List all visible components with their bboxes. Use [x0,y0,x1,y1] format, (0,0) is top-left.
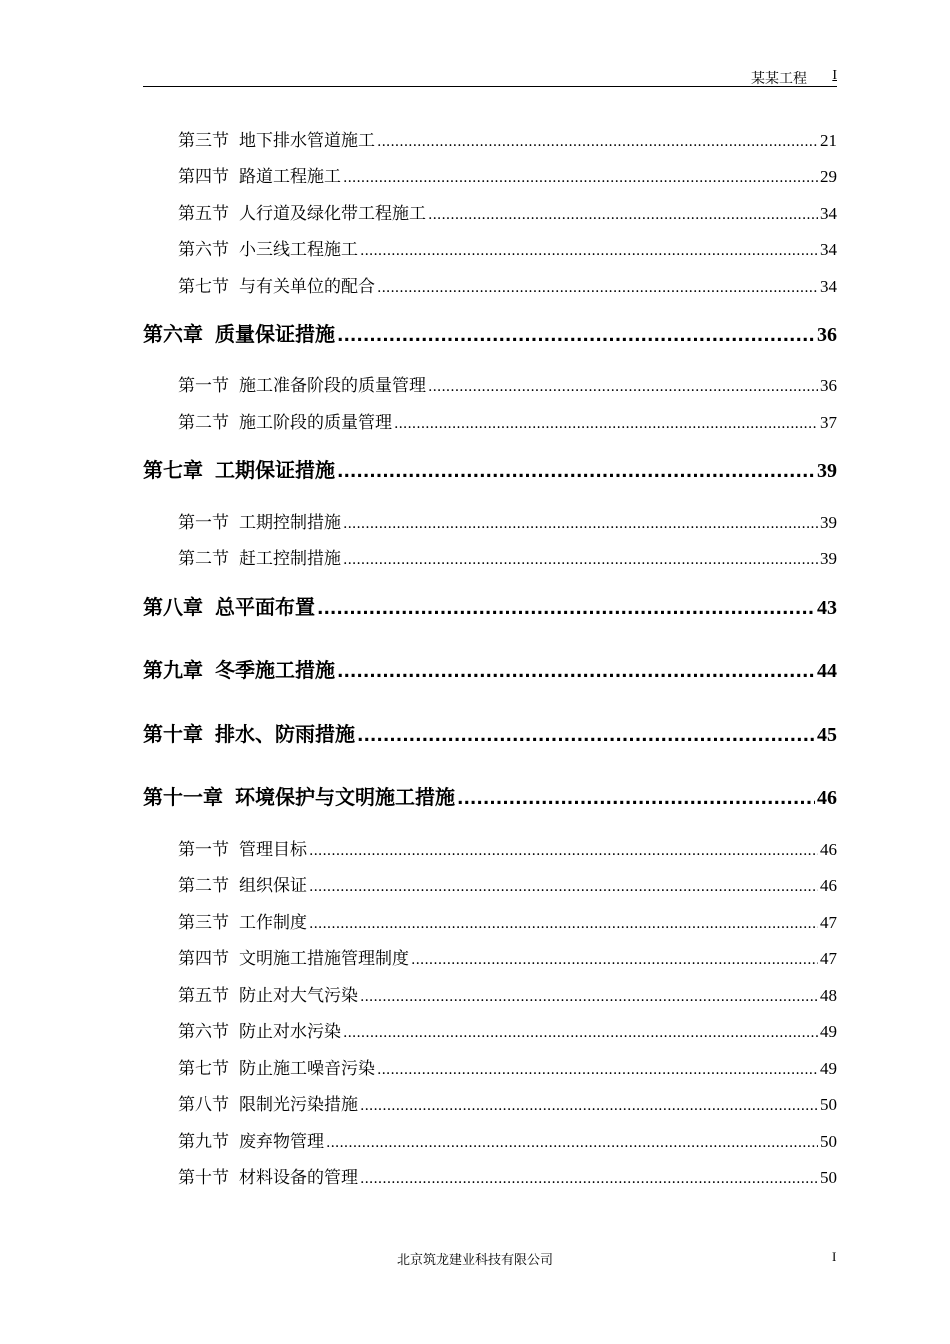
toc-entry-page: 34 [820,277,837,296]
toc-chapter-title: 排水、防雨措施 [215,722,355,746]
dot-leader [428,376,818,396]
dot-leader [337,658,815,682]
dot-leader [337,322,815,346]
toc-entry-number: 第二节 [178,413,229,433]
dot-leader [360,1168,818,1188]
toc-entry-page: 49 [820,1059,837,1078]
dot-leader [309,840,818,860]
toc-entry-page: 34 [820,240,837,259]
toc-entry-number: 第二节 [178,876,229,896]
toc-entry-number: 第一节 [178,513,229,533]
dot-leader [357,722,815,746]
toc-entry-number: 第六节 [178,1022,229,1042]
toc-chapter-entry[interactable] [143,318,837,348]
toc-chapter-entry[interactable] [143,654,837,684]
dot-leader [457,785,815,809]
toc-entry-title: 防止施工噪音污染 [239,1059,375,1079]
toc-entry[interactable] [178,981,837,1005]
toc-entry-title: 路道工程施工 [239,167,341,187]
toc-entry-title: 废弃物管理 [239,1132,324,1152]
toc-entry[interactable] [178,1017,837,1041]
toc-chapter-title: 质量保证措施 [215,322,335,346]
toc-entry[interactable] [178,408,837,432]
toc-entry-title: 工期控制措施 [239,513,341,533]
toc-entry-page: 47 [820,913,837,932]
toc-entry[interactable] [178,835,837,859]
toc-entry-page: 36 [820,376,837,395]
toc-entry-title: 防止对大气污染 [239,986,358,1006]
toc-entry-number: 第一节 [178,840,229,860]
dot-leader [394,413,818,433]
dot-leader [428,204,818,224]
toc-entry-title: 地下排水管道施工 [239,131,375,151]
dot-leader [343,513,818,533]
dot-leader [377,277,818,297]
toc-entry-title: 赶工控制措施 [239,549,341,569]
toc-entry-title: 管理目标 [239,840,307,860]
toc-entry-title: 人行道及绿化带工程施工 [239,204,426,224]
toc-chapter-title: 工期保证措施 [215,458,335,482]
toc-entry-number: 第五节 [178,204,229,224]
dot-leader [317,595,815,619]
toc-chapter-number: 第十章 [143,722,203,746]
toc-entry-page: 50 [820,1132,837,1151]
toc-entry[interactable] [178,1163,837,1187]
toc-chapter-number: 第七章 [143,458,203,482]
toc-entry[interactable] [178,908,837,932]
toc-entry-number: 第七节 [178,277,229,297]
toc-chapter-page: 43 [817,597,837,619]
toc-entry-title: 施工准备阶段的质量管理 [239,376,426,396]
toc-entry-page: 29 [820,167,837,186]
dot-leader [309,876,818,896]
dot-leader [343,167,818,187]
toc-entry-title: 限制光污染措施 [239,1095,358,1115]
toc-entry-page: 50 [820,1168,837,1187]
toc-chapter-number: 第九章 [143,658,203,682]
toc-entry-number: 第三节 [178,131,229,151]
toc-entry-page: 49 [820,1022,837,1041]
toc-entry-title: 小三线工程施工 [239,240,358,260]
toc-chapter-number: 第八章 [143,595,203,619]
toc-entry-number: 第七节 [178,1059,229,1079]
toc-chapter-title: 冬季施工措施 [215,658,335,682]
dot-leader [360,986,818,1006]
toc-entry-number: 第五节 [178,986,229,1006]
toc-entry-number: 第四节 [178,949,229,969]
toc-chapter-entry[interactable] [143,718,837,748]
footer-page-number: I [832,1249,837,1264]
header-title: 某某工程 [751,71,807,87]
toc-entry-number: 第六节 [178,240,229,260]
toc-entry-page: 46 [820,840,837,859]
toc-entry[interactable] [178,1054,837,1078]
toc-chapter-page: 44 [817,660,837,682]
toc-entry-title: 防止对水污染 [239,1022,341,1042]
toc-chapter-title: 环境保护与文明施工措施 [235,785,455,809]
toc-entry-page: 47 [820,949,837,968]
toc-entry-page: 37 [820,413,837,432]
toc-chapter-page: 39 [817,460,837,482]
toc-entry-number: 第十节 [178,1168,229,1188]
dot-leader [326,1132,818,1152]
header-page-number: I [832,68,837,83]
toc-entry-number: 第三节 [178,913,229,933]
toc-entry-page: 34 [820,204,837,223]
toc-entry[interactable] [178,871,837,895]
toc-entry-page: 48 [820,986,837,1005]
toc-entry[interactable] [178,272,837,296]
toc-entry-page: 50 [820,1095,837,1114]
toc-entry[interactable] [178,544,837,568]
toc-chapter-page: 46 [817,787,837,809]
toc-entry-page: 39 [820,513,837,532]
toc-entry-number: 第八节 [178,1095,229,1115]
footer-company: 北京筑龙建业科技有限公司 [396,1253,553,1268]
toc-chapter-title: 总平面布置 [215,595,315,619]
toc-entry-number: 第一节 [178,376,229,396]
toc-entry[interactable] [178,199,837,223]
toc-chapter-number: 第六章 [143,322,203,346]
toc-entry-title: 组织保证 [239,876,307,896]
toc-entry-number: 第二节 [178,549,229,569]
toc-entry-page: 21 [820,131,837,150]
toc-entry[interactable] [178,508,837,532]
dot-leader [377,1059,818,1079]
toc-entry-title: 材料设备的管理 [239,1168,358,1188]
toc-chapter-page: 45 [817,724,837,746]
toc-entry[interactable] [178,235,837,259]
dot-leader [360,1095,818,1115]
toc-entry-title: 施工阶段的质量管理 [239,413,392,433]
dot-leader [411,949,818,969]
toc-chapter-number: 第十一章 [143,785,223,809]
toc-entry-page: 39 [820,549,837,568]
toc-entry[interactable] [178,944,837,968]
toc-chapter-entry[interactable] [143,781,837,811]
toc-entry-title: 文明施工措施管理制度 [239,949,409,969]
toc-entry-page: 46 [820,876,837,895]
toc-chapter-entry[interactable] [143,591,837,621]
toc-chapter-entry[interactable] [143,454,837,484]
toc-entry[interactable] [178,126,837,150]
toc-entry[interactable] [178,162,837,186]
toc-entry-title: 与有关单位的配合 [239,277,375,297]
toc-entry[interactable] [178,1127,837,1151]
dot-leader [343,549,818,569]
dot-leader [337,458,815,482]
dot-leader [309,913,818,933]
toc-chapter-page: 36 [817,324,837,346]
toc-entry[interactable] [178,1090,837,1114]
toc-entry-number: 第四节 [178,167,229,187]
dot-leader [343,1022,818,1042]
dot-leader [377,131,818,151]
toc-entry[interactable] [178,371,837,395]
toc-entry-title: 工作制度 [239,913,307,933]
dot-leader [360,240,818,260]
toc-entry-number: 第九节 [178,1132,229,1152]
